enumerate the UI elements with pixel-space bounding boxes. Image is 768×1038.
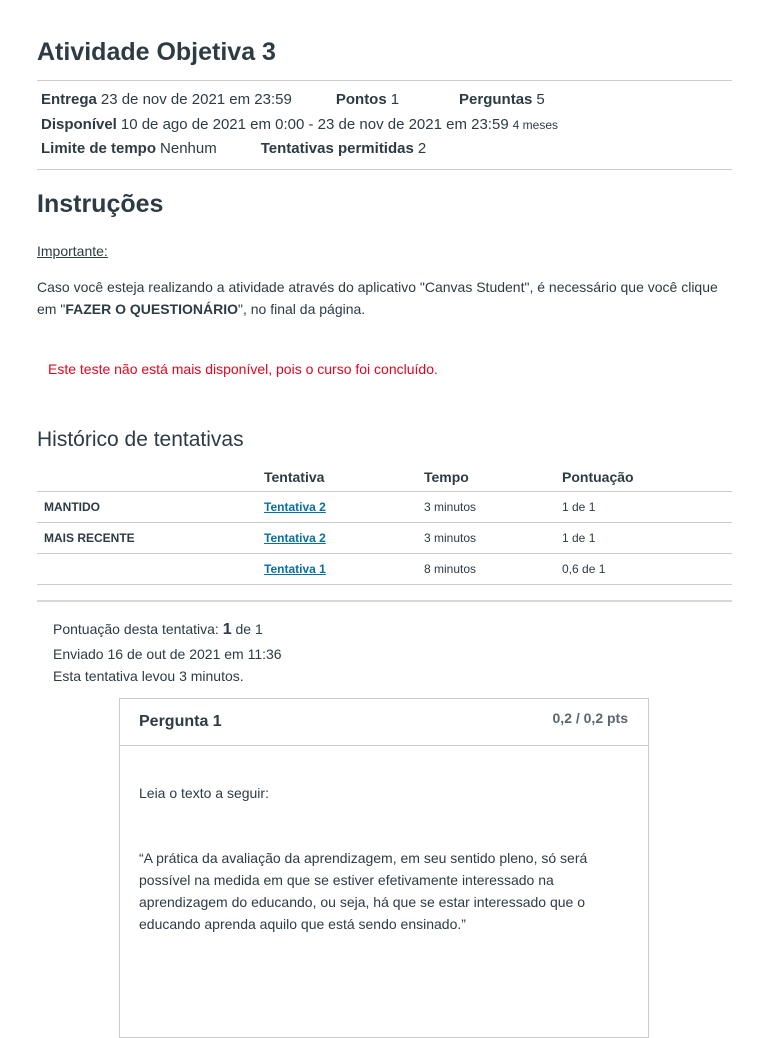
importante-label: Importante: bbox=[37, 243, 108, 259]
attempt-score: 1 de 1 bbox=[562, 523, 732, 554]
question-intro: Leia o texto a seguir: bbox=[139, 785, 269, 801]
attempt-time: 3 minutos bbox=[424, 523, 562, 554]
table-row bbox=[37, 554, 732, 585]
disponivel-label: Disponível bbox=[41, 116, 117, 133]
perguntas-label: Perguntas bbox=[459, 91, 533, 108]
unavailable-alert: Este teste não está mais disponível, pois o curso foi concluído. bbox=[48, 361, 438, 377]
attempt-score-summary: Pontuação desta tentativa: 1 de 1 bbox=[53, 621, 263, 638]
attempt-score: 1 de 1 bbox=[562, 492, 732, 523]
attempt-score: 0,6 de 1 bbox=[562, 554, 732, 585]
question-title: Pergunta 1 bbox=[139, 713, 222, 730]
table-row bbox=[37, 492, 732, 523]
row-label: MANTIDO bbox=[37, 492, 264, 523]
question-quote: “A prática da avaliação da aprendizagem, em seu sentido pleno, só será possível na medida em que se estiver efetivamente interessado na aprendizagem do educando, ou seja, há que se estar interessado que o educando aprenda aquilo que está sendo ensinado.” bbox=[139, 850, 588, 932]
instructions-text: Caso você esteja realizando a atividade através do aplicativo "Canvas Student", é necessário que você clique em "FAZER O QUESTIONÁRIO", no final da página. bbox=[37, 279, 718, 317]
column-header: Pontuação bbox=[562, 462, 732, 492]
attempt-time: 8 minutos bbox=[424, 554, 562, 585]
tentativas-label: Tentativas permitidas bbox=[260, 140, 414, 157]
attempt-link[interactable]: Tentativa 2 bbox=[264, 500, 326, 514]
row-label: MAIS RECENTE bbox=[37, 523, 264, 554]
attempt-link[interactable]: Tentativa 1 bbox=[264, 562, 326, 576]
question-header bbox=[120, 699, 648, 746]
perguntas-value: 5 bbox=[536, 91, 545, 108]
instructions-heading: Instruções bbox=[37, 190, 164, 218]
attempt-link[interactable]: Tentativa 2 bbox=[264, 531, 326, 545]
table-row bbox=[37, 523, 732, 554]
pontos-value: 1 bbox=[390, 91, 400, 108]
meta-row-2 bbox=[41, 116, 558, 133]
fazer-questionario-text: FAZER O QUESTIONÁRIO bbox=[65, 301, 238, 317]
row-label bbox=[37, 554, 264, 585]
meta-row-1 bbox=[41, 91, 545, 108]
column-header bbox=[37, 462, 264, 492]
attempt-time: 3 minutos bbox=[424, 492, 562, 523]
disponivel-value: 10 de ago de 2021 em 0:00 - 23 de nov de 2021 em 23:59 bbox=[120, 116, 509, 133]
divider bbox=[37, 600, 732, 602]
column-header: Tentativa bbox=[264, 462, 424, 492]
question-card bbox=[119, 698, 649, 1038]
divider bbox=[37, 169, 732, 170]
entrega-value: 23 de nov de 2021 em 23:59 bbox=[100, 91, 292, 108]
attempt-sent-date: Enviado 16 de out de 2021 em 11:36 bbox=[53, 646, 282, 662]
divider bbox=[37, 80, 732, 81]
entrega-label: Entrega bbox=[41, 91, 97, 108]
attempt-score-value: 1 bbox=[222, 621, 232, 638]
pontos-label: Pontos bbox=[335, 91, 387, 108]
tentativas-value: 2 bbox=[417, 140, 427, 157]
attempt-duration: Esta tentativa levou 3 minutos. bbox=[53, 668, 244, 684]
column-header: Tempo bbox=[424, 462, 562, 492]
attempts-table bbox=[37, 462, 732, 585]
table-header-row bbox=[37, 462, 732, 492]
question-points: 0,2 / 0,2 pts bbox=[552, 710, 628, 726]
meta-row-3 bbox=[41, 140, 426, 157]
disponivel-extra: 4 meses bbox=[512, 118, 559, 132]
limite-value: Nenhum bbox=[160, 140, 217, 157]
history-heading: Histórico de tentativas bbox=[37, 428, 244, 451]
page-title: Atividade Objetiva 3 bbox=[37, 38, 276, 66]
limite-label: Limite de tempo bbox=[41, 140, 157, 157]
